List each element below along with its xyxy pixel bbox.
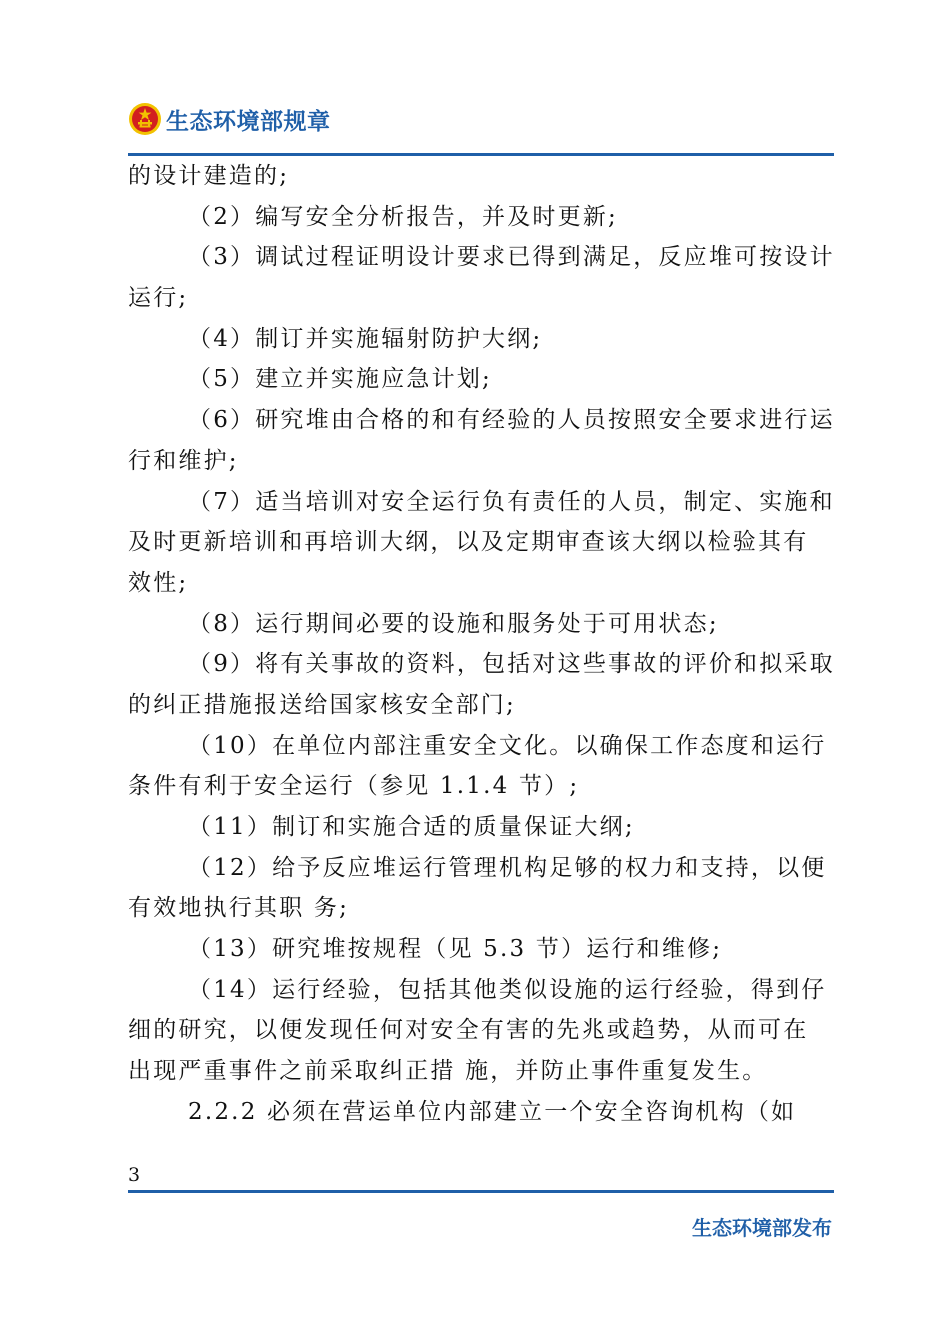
body-line: 细的研究，以便发现任何对安全有害的先兆或趋势，从而可在 (128, 1017, 809, 1044)
body-line: 有效地执行其职 务; (128, 895, 350, 922)
body-line: （4）制订并实施辐射防护大纲; (188, 325, 543, 352)
body-line: 的纠正措施报送给国家核安全部门; (128, 691, 516, 718)
body-line: （3）调试过程证明设计要求已得到满足，反应堆可按设计 (188, 244, 835, 271)
body-line: 及时更新培训和再培训大纲，以及定期审查该大纲以检验其有 (128, 529, 809, 556)
body-line: （8）运行期间必要的设施和服务处于可用状态; (188, 610, 719, 637)
body-line: 条件有利于安全运行（参见 1.1.4 节）; (128, 773, 580, 800)
national-emblem-icon (128, 102, 162, 136)
body-line: （9）将有关事故的资料，包括对这些事故的评价和拟采取 (188, 651, 835, 678)
body-line: 出现严重事件之前采取纠正措 施，并防止事件重复发生。 (128, 1058, 768, 1085)
body-line: 行和维护; (128, 447, 239, 474)
body-line: （13）研究堆按规程（见 5.3 节）运行和维修; (188, 936, 723, 963)
body-line: （6）研究堆由合格的和有经验的人员按照安全要求进行运 (188, 407, 835, 434)
body-line: 2.2.2 必须在营运单位内部建立一个安全咨询机构（如 (188, 1098, 797, 1125)
header-title: 生态环境部规章 (166, 108, 331, 135)
footer-divider (128, 1190, 834, 1193)
body-line: （14）运行经验，包括其他类似设施的运行经验，得到仔 (188, 976, 827, 1003)
footer-publisher: 生态环境部发布 (692, 1216, 832, 1240)
page-header (128, 96, 331, 142)
body-line: （10）在单位内部注重安全文化。以确保工作态度和运行 (188, 732, 827, 759)
body-line: （11）制订和实施合适的质量保证大纲; (188, 814, 635, 840)
body-line: （2）编写安全分析报告，并及时更新; (188, 203, 618, 230)
body-line: 效性; (128, 569, 189, 596)
page-number: 3 (128, 1164, 141, 1186)
body-line: 的设计建造的; (128, 163, 290, 189)
body-line: （5）建立并实施应急计划; (188, 366, 492, 393)
document-body (128, 156, 835, 1133)
body-line: （7）适当培训对安全运行负有责任的人员，制定、实施和 (188, 488, 835, 515)
body-line: （12）给予反应堆运行管理机构足够的权力和支持，以便 (188, 854, 827, 881)
body-line: 运行; (128, 285, 189, 312)
